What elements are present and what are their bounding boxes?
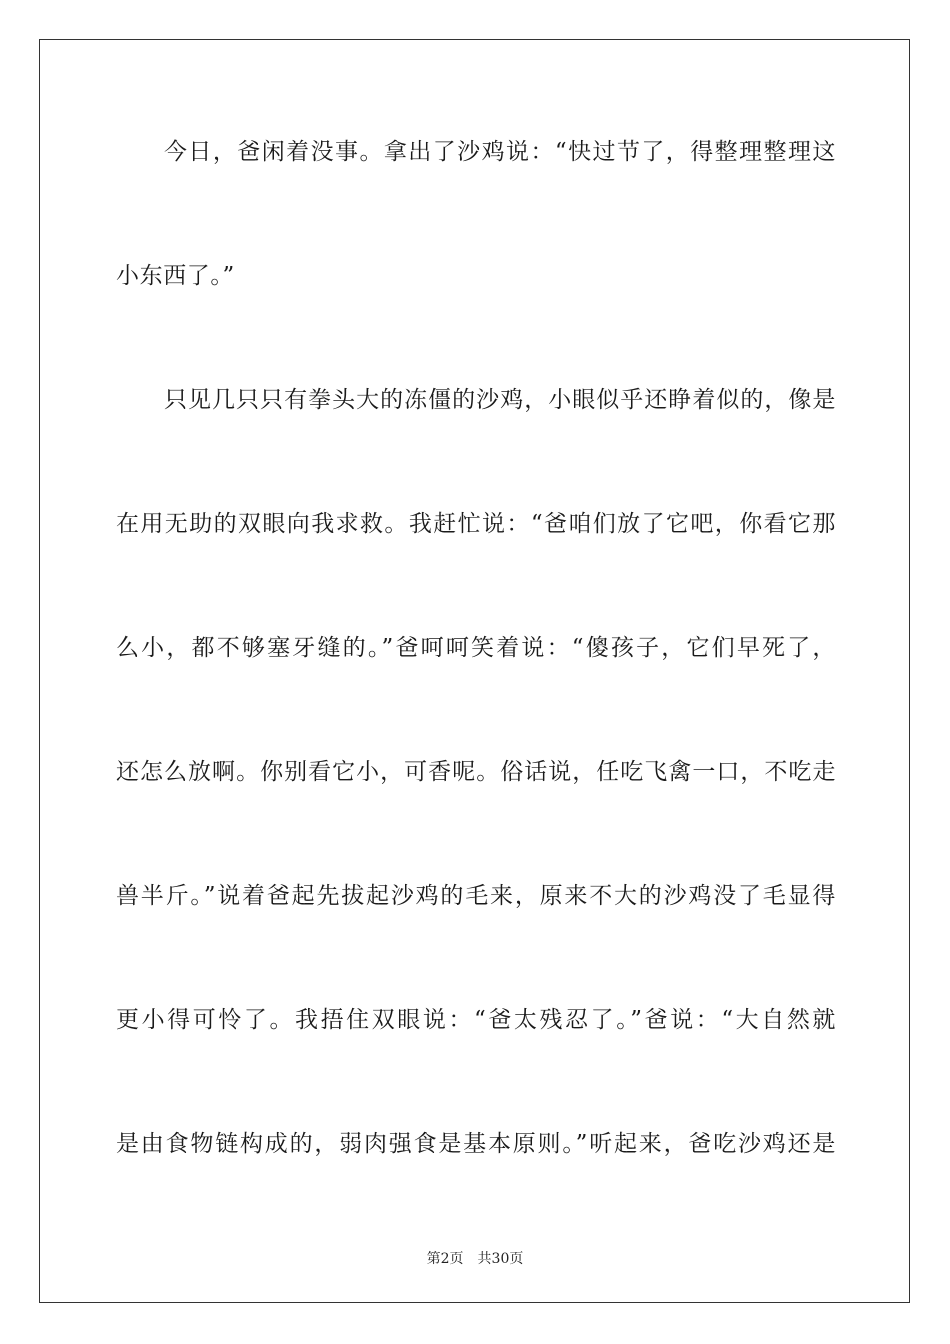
page-number: 第2页 [426, 1251, 464, 1267]
paragraph-1-line-2: 小东西了。” [116, 263, 235, 289]
paragraph-2-line-4: 还怎么放啊。你别看它小，可香呢。俗话说，任吃飞禽一口，不吃走 [116, 759, 836, 785]
paragraph-2-line-3: 么小，都不够塞牙缝的。”爸呵呵笑着说：“傻孩子，它们早死了， [116, 635, 836, 661]
paragraph-2-line-5: 兽半斤。”说着爸起先拔起沙鸡的毛来，原来不大的沙鸡没了毛显得 [116, 883, 836, 909]
paragraph-2-line-7: 是由食物链构成的，弱肉强食是基本原则。”听起来，爸吃沙鸡还是 [116, 1131, 836, 1157]
paragraph-2-line-2: 在用无助的双眼向我求救。我赶忙说：“爸咱们放了它吧，你看它那 [116, 511, 836, 537]
page-border [39, 39, 910, 1303]
paragraph-1-line-1: 今日，爸闲着没事。拿出了沙鸡说：“快过节了，得整理整理这 [164, 139, 836, 165]
page-total: 共30页 [477, 1251, 524, 1267]
paragraph-2-line-6: 更小得可怜了。我捂住双眼说：“爸太残忍了。”爸说：“大自然就 [116, 1007, 836, 1033]
page-footer [0, 1248, 950, 1268]
paragraph-2-line-1: 只见几只只有拳头大的冻僵的沙鸡，小眼似乎还睁着似的，像是 [164, 387, 836, 413]
